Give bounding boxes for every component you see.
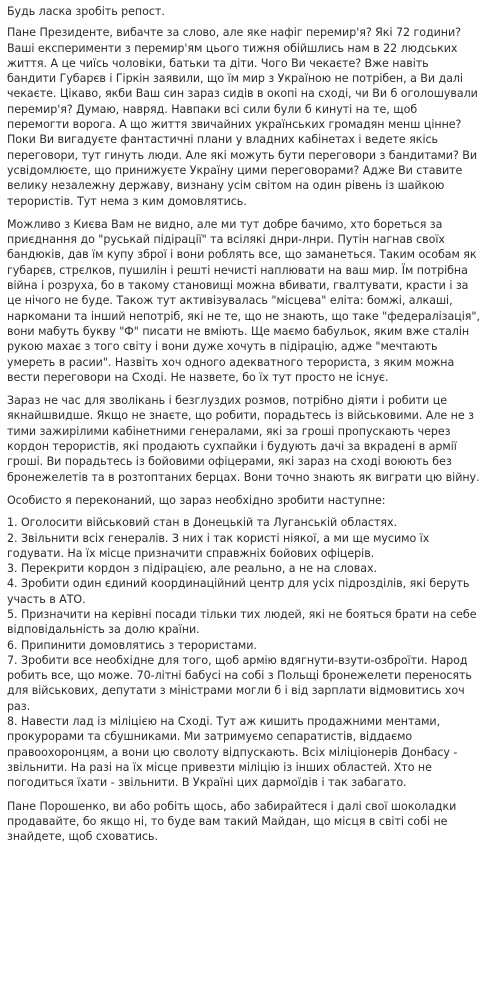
list-item: 6. Припинити домовлятись з терористами. [7,638,257,652]
repost-request: Будь ласка зробіть репост. [7,5,165,18]
paragraph-2: Можливо з Києва Вам не видно, але ми тут добре бачимо, хто бореться за приєднання до "руськай підірації" та всілякі днри-лнри. Путін нагнав своїх бандюків, дав їм купу зброї і вони роблять все, що заманеться. Таким особам як губарєв, стрєлков, пушилін і решті нечисті наплювати на ваш мир. Їм потрібна війна і розруха, бо в такому становищі можна вбивати, гвалтувати, красти і за це нічого не буде. Також тут активізувалась "місцева" еліта: бомжі, алкаші, наркомани та інший непотріб, які не те, що не знають, що таке "федералізація", вони мабуть букву "Ф" писати не вміють. Ще маємо бабульок, яким вже сталін рукою махає з того світу і вони дуже хочуть в підірацію, адже "мечтають умереть в расии". Назвіть хоч одного адекватного терориста, з яким можна вести переговори на Сході. Не назвете, бо їх тут просто не існує. [7,217,480,384]
list-item: 8. Навести лад із міліцією на Сході. Тут аж кишить продажними ментами, прокурорами та сбушниками. Ми затримуємо сепаратистів, віддаємо правоохоронцям, а вони цю сволоту відпускають. Всіх міліціонерів Донбасу - звільнити. На разі на їх місце привезти міліцію із інших областей. Хто не погодиться їхати - звільнити. В Україні цих дармоїдів і так забагато. [7,715,458,790]
closing-paragraph: Пане Порошенко, ви або робіть щось, або забирайтеся і далі свої шоколадки продавайте, бо якщо ні, то буде вам такий Майдан, що місця в світі собі не знайдете, щоб сховатись. [7,799,457,844]
paragraph-3: Зараз не час для зволікань і безглуздих розмов, потрібно діяти і робити це якнайшвидше. Якщо не знаєте, що робити, порадьтесь із військовими. Але не з тими зажирілими кабінетними генералами, які за гроші пропускають через кордон терористів, які продають сухпайки і будують дачі за вкрадені в армії гроші. Ви порадьтесь із бойовими офіцерами, які зараз на сході воюють без бронежелетів та в розтоптаних берцах. Вони точно знають як виграти цю війну. [7,394,480,484]
list-item: 7. Зробити все необхідне для того, щоб армію вдягнути-взути-озброїти. Народ робить все, що може. 70-літні бабусі на собі з Польщі бронежелети переносять для військових, депутати з міністрами могли б і від зарплати відмовитись хоч раз. [7,653,472,713]
demands-list [7,515,481,790]
list-item: 1. Оголосити військовий стан в Донецькій та Луганській областях. [7,516,398,530]
paragraph-1: Пане Президенте, вибачте за слово, але яке нафіг перемир'я? Які 72 години? Ваші експерименти з перемир'ям цього тижня обійшлись нам в 22 людських життя. А це чиїсь чоловіки, батьки та діти. Чого Ви чекаєте? Вже навіть бандити Губарєв і Гіркін заявили, що їм мир з Україною не потрібен, а Ви далі чекаєте. Цікаво, якби Ваш син зараз сидів в окопі на сході, чи Ви б оголошували перемир'я? Думаю, навряд. Навпаки всі сили були б кинуті на те, щоб перемогти ворога. А що життя звичайних українських громадян менш цінне? Поки Ви вигадуєте фантастичні плани у владних кабінетах і ведете якісь переговори, тут гинуть люди. Але які можуть бути переговори з бандитами? Ви усвідомлюєте, що принижуєте Україну цими переговорами? Адже Ви ставите велику незалежну державу, визнану усім світом на один рівень із шайкою терористів. Тут нема з ким домовлятись. [7,26,478,208]
list-intro: Особисто я переконаний, що зараз необхідно зробити наступне: [7,493,386,507]
list-item: 2. Звільнити всіх генералів. З них і так користі ніякої, а ми ще мусимо їх годувати. На їх місце призначити справжніх бойових офіцерів. [7,531,430,560]
list-item: 5. Призначити на керівні посади тільки тих людей, які не бояться брати на себе відповідальність за долю країни. [7,607,477,637]
list-item: 3. Перекрити кордон з підірацією, але реально, а не на словах. [7,562,377,576]
list-item: 4. Зробити один єдиний координаційний центр для усіх підрозділів, які беруть участь в АТО. [7,577,470,606]
